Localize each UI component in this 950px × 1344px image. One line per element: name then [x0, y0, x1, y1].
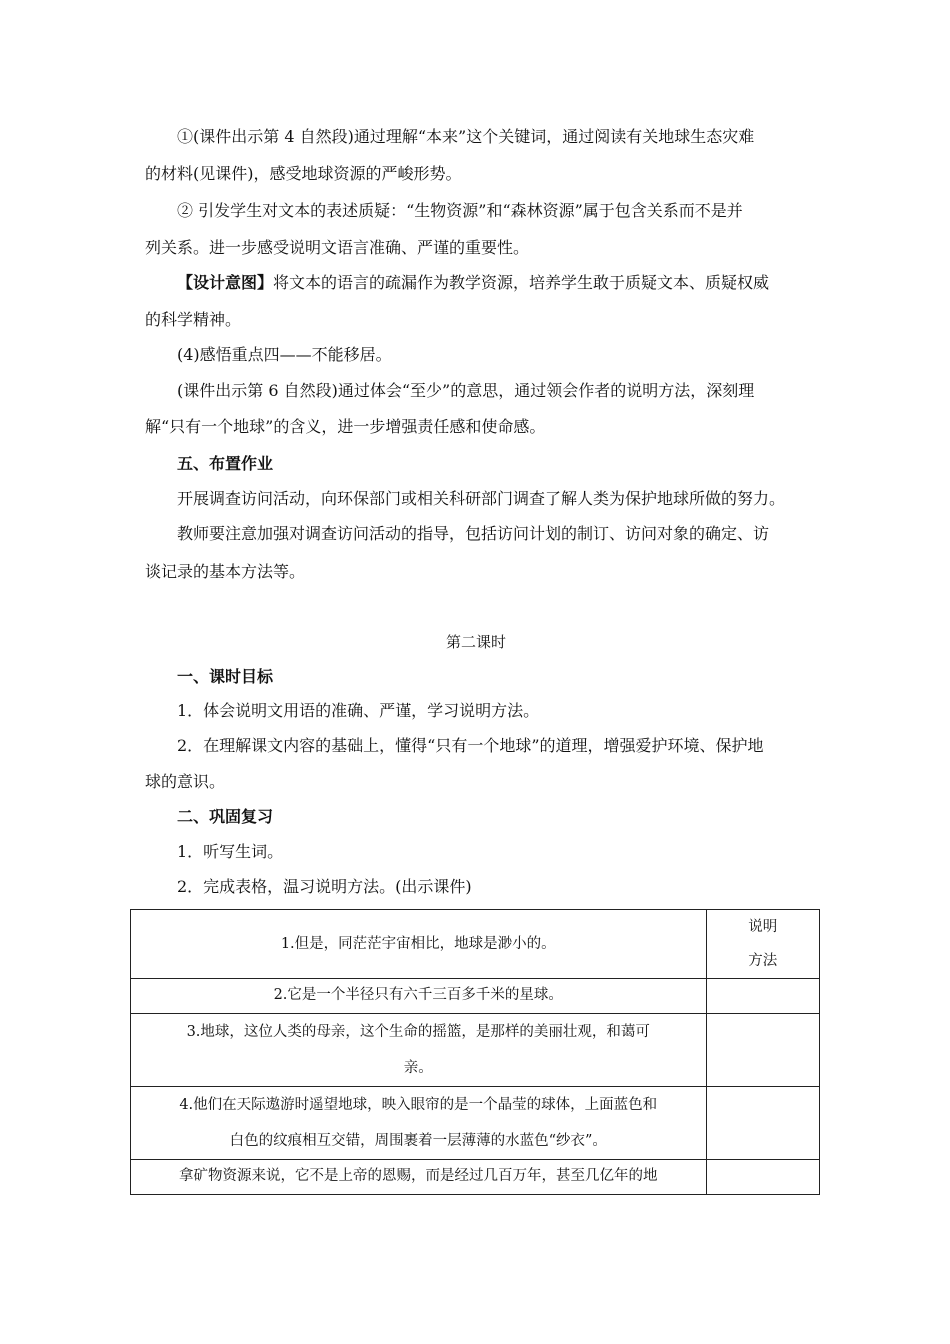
- paragraph-line: 解“只有一个地球”的含义，进一步增强责任感和使命感。: [145, 417, 546, 436]
- method-cell[interactable]: [706, 979, 820, 1014]
- paragraph-line: 球的意识。: [145, 772, 226, 791]
- review-item: 1．听写生词。: [177, 842, 284, 861]
- table-cell: 1.但是，同茫茫宇宙相比，地球是渺小的。: [131, 910, 707, 979]
- paragraph-line: ①(课件出示第 4 自然段)通过理解“本来”这个关键词，通过阅读有关地球生态灾难: [177, 127, 755, 146]
- lesson-title: 第二课时: [445, 633, 506, 651]
- review-item: 2．完成表格，温习说明方法。(出示课件): [177, 877, 472, 896]
- method-cell[interactable]: [706, 1014, 820, 1087]
- paragraph-line: 列关系。进一步感受说明文语言准确、严谨的重要性。: [145, 238, 530, 257]
- paragraph-line: 谈记录的基本方法等。: [145, 562, 306, 581]
- section-heading: 五、布置作业: [177, 454, 274, 473]
- section-heading: 二、巩固复习: [177, 807, 274, 826]
- goal-item: 2．在理解课文内容的基础上，懂得“只有一个地球”的道理，增强爱护环境、保护地: [177, 736, 764, 755]
- paragraph-line: 开展调查访问活动，向环保部门或相关科研部门调查了解人类为保护地球所做的努力。: [177, 489, 786, 508]
- table-row: [131, 1087, 820, 1160]
- design-intent-paragraph: [177, 272, 807, 294]
- table-cell: 4.他们在天际遨游时遥望地球，映入眼帘的是一个晶莹的球体，上面蓝色和 白色的纹痕相互交错，周围裹着一层薄薄的水蓝色“纱衣”。: [131, 1087, 707, 1160]
- design-intent-text: 将文本的语言的疏漏作为教学资源，培养学生敢于质疑文本、质疑权威: [273, 273, 770, 292]
- paragraph-line: ② 引发学生对文本的表述质疑：“生物资源”和“森林资源”属于包含关系而不是并: [177, 201, 743, 220]
- description-methods-table: [130, 909, 820, 1195]
- goal-item: 1．体会说明文用语的准确、严谨，学习说明方法。: [177, 701, 540, 720]
- section-heading: 一、课时目标: [177, 667, 274, 686]
- paragraph-line: 的科学精神。: [145, 310, 242, 329]
- table-header-cell: 说明 方法: [706, 910, 820, 979]
- paragraph-line: 的材料(见课件)，感受地球资源的严峻形势。: [145, 164, 462, 183]
- table-cell: 2.它是一个半径只有六千三百多千米的星球。: [131, 979, 707, 1014]
- table-row: [131, 1160, 820, 1195]
- table-row: [131, 1014, 820, 1087]
- paragraph-line: (课件出示第 6 自然段)通过体会“至少”的意思，通过领会作者的说明方法，深刻理: [177, 381, 755, 400]
- method-cell[interactable]: [706, 1160, 820, 1195]
- paragraph-line: 教师要注意加强对调查访问活动的指导，包括访问计划的制订、访问对象的确定、访: [177, 524, 770, 543]
- table-row: [131, 910, 820, 979]
- table-row: [131, 979, 820, 1014]
- paragraph-line: (4)感悟重点四——不能移居。: [177, 345, 392, 364]
- design-intent-label: 【设计意图】: [177, 273, 274, 292]
- table-cell: 拿矿物资源来说，它不是上帝的恩赐，而是经过几百万年，甚至几亿年的地: [131, 1160, 707, 1195]
- method-cell[interactable]: [706, 1087, 820, 1160]
- table-cell: 3.地球，这位人类的母亲，这个生命的摇篮，是那样的美丽壮观，和蔼可 亲。: [131, 1014, 707, 1087]
